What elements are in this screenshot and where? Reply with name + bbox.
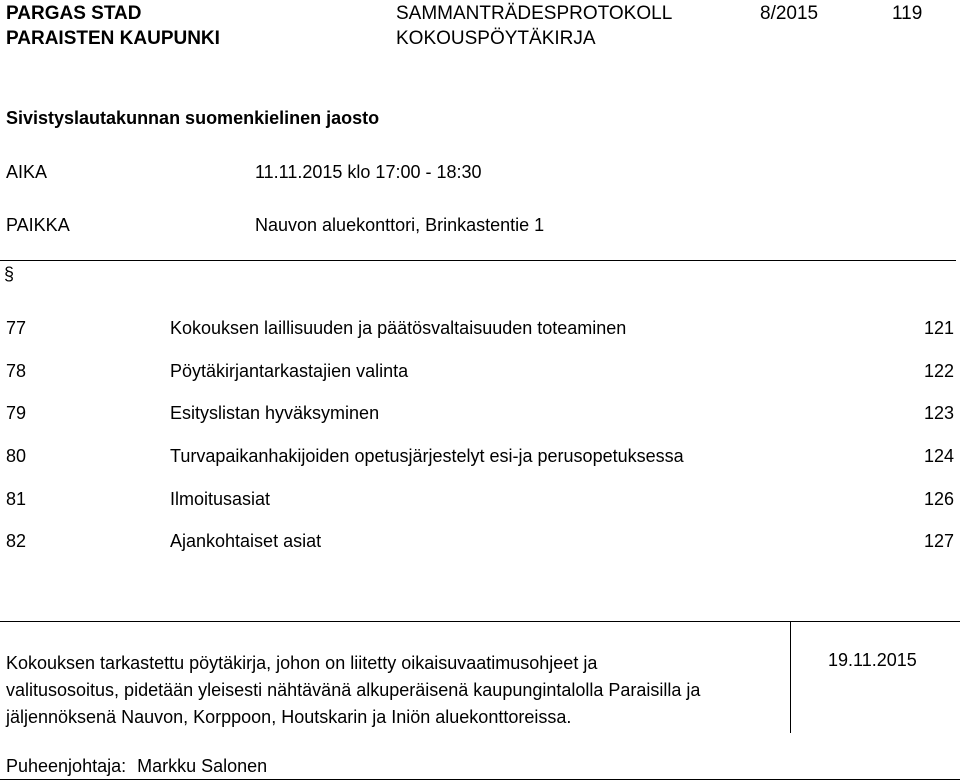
notice-top-border xyxy=(0,621,960,622)
committee-name: Sivistyslautakunnan suomenkielinen jaosto xyxy=(6,108,380,128)
agenda-item-number: 79 xyxy=(6,403,27,423)
agenda-item-page: 122 xyxy=(923,361,954,381)
agenda-item-title: Turvapaikanhakijoiden opetusjärjestelyt esi-ja perusopetuksessa xyxy=(170,446,684,466)
time-value: 11.11.2015 klo 17:00 - 18:30 xyxy=(255,162,482,182)
agenda-item-page: 126 xyxy=(923,489,954,509)
agenda-item-title: Esityslistan hyväksyminen xyxy=(170,403,380,423)
bottom-line xyxy=(0,779,960,780)
notice-line: valitusosoitus, pidetään yleisesti nähtävänä alkuperäisenä kaupungintalolla Paraisilla ja xyxy=(6,680,701,700)
place-label: PAIKKA xyxy=(6,215,70,235)
doc-type-swedish: SAMMANTRÄDESPROTOKOLL xyxy=(396,3,673,24)
agenda-item-page: 124 xyxy=(923,446,954,466)
agenda-item-title: Ilmoitusasiat xyxy=(170,489,271,509)
chair-label: Puheenjohtaja: xyxy=(6,756,127,776)
agenda-item xyxy=(0,361,960,385)
agenda-item-number: 78 xyxy=(6,361,27,381)
notice-date: 19.11.2015 xyxy=(828,650,917,670)
section-symbol: § xyxy=(4,264,15,284)
page-number: 119 xyxy=(892,3,923,24)
agenda-item-page: 123 xyxy=(923,403,954,423)
time-label: AIKA xyxy=(6,162,48,182)
doc-type-finnish: KOKOUSPÖYTÄKIRJA xyxy=(396,28,596,49)
agenda-item-page: 127 xyxy=(923,531,954,551)
agenda-item-number: 80 xyxy=(6,446,27,466)
agenda-item-title: Kokouksen laillisuuden ja päätösvaltaisuuden toteaminen xyxy=(170,318,627,338)
issue-number: 8/2015 xyxy=(760,3,819,24)
agenda-item-number: 81 xyxy=(6,489,27,509)
notice-line: Kokouksen tarkastettu pöytäkirja, johon on liitetty oikaisuvaatimusohjeet ja xyxy=(6,653,598,673)
notice-column-divider xyxy=(790,621,791,733)
chair-signature xyxy=(6,756,267,777)
agenda-item-number: 82 xyxy=(6,531,27,551)
agenda-item xyxy=(0,489,960,513)
notice-line: jäljennöksenä Nauvon, Korppoon, Houtskarin ja Iniön aluekonttoreissa. xyxy=(6,707,572,727)
chair-name: Markku Salonen xyxy=(137,756,268,776)
divider-line xyxy=(0,260,956,261)
agenda-item-title: Ajankohtaiset asiat xyxy=(170,531,322,551)
org-name-finnish: PARAISTEN KAUPUNKI xyxy=(6,28,220,49)
agenda-item xyxy=(0,403,960,427)
agenda-item xyxy=(0,446,960,470)
notice-text xyxy=(6,650,700,731)
agenda-item xyxy=(0,531,960,555)
agenda-item-page: 121 xyxy=(923,318,954,338)
agenda-item-title: Pöytäkirjantarkastajien valinta xyxy=(170,361,409,381)
agenda-item xyxy=(0,318,960,342)
agenda-item-number: 77 xyxy=(6,318,27,338)
place-value: Nauvon aluekonttori, Brinkastentie 1 xyxy=(255,215,545,235)
org-name-swedish: PARGAS STAD xyxy=(6,3,142,24)
